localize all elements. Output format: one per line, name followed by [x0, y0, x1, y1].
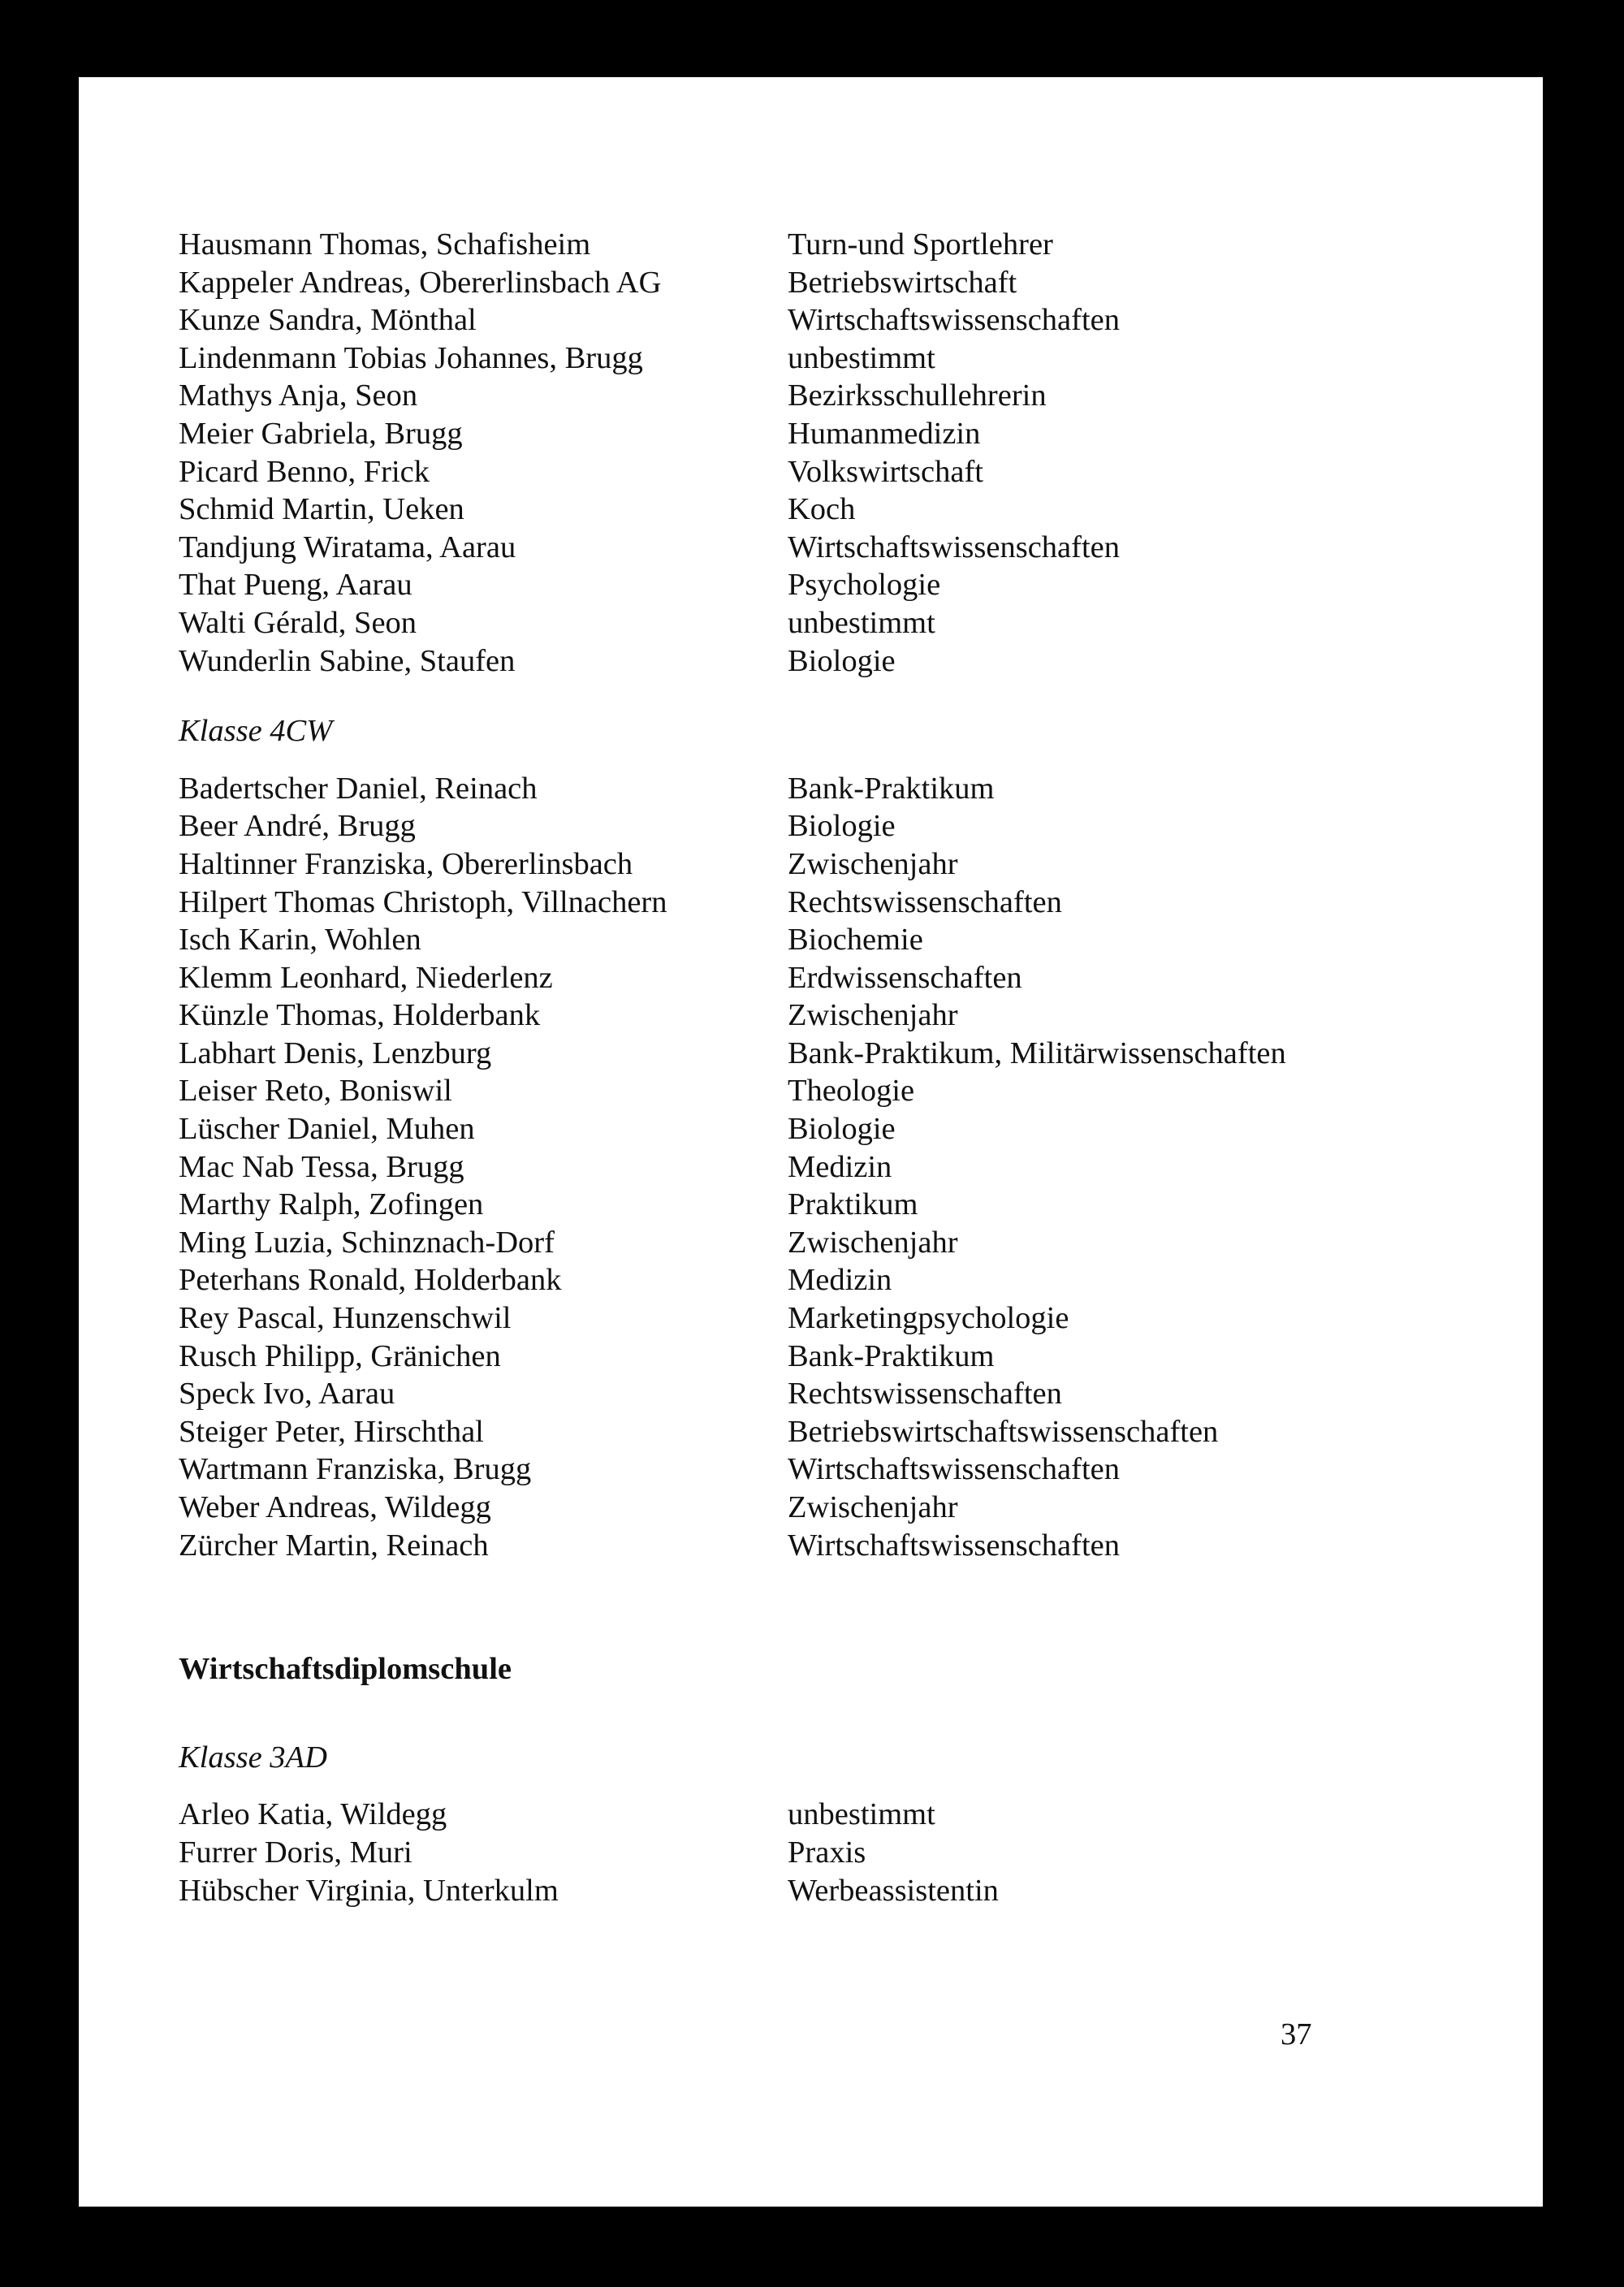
- career-choice: Rechtswissenschaften: [788, 884, 1062, 919]
- career-choice: Humanmedizin: [788, 416, 981, 451]
- list-item: [179, 1338, 1478, 1376]
- spacer: [179, 1564, 1478, 1650]
- career-choice: Marketingpsychologie: [788, 1301, 1069, 1336]
- career-choice: unbestimmt: [788, 340, 935, 375]
- student-name: Ming Luzia, Schinznach-Dorf: [179, 1225, 555, 1260]
- student-name: Haltinner Franziska, Obererlinsbach: [179, 846, 633, 881]
- career-choice: Wirtschaftswissenschaften: [788, 1528, 1120, 1563]
- student-name: Speck Ivo, Aarau: [179, 1377, 395, 1412]
- list-item: [179, 453, 1478, 491]
- student-name: Kappeler Andreas, Obererlinsbach AG: [179, 265, 662, 300]
- list-item: [179, 1796, 1478, 1834]
- career-choice: Wirtschaftswissenschaften: [788, 1452, 1120, 1487]
- student-name: Badertscher Daniel, Reinach: [179, 771, 538, 806]
- list-item: [179, 604, 1478, 642]
- list-item: [179, 921, 1478, 959]
- list-item: [179, 264, 1478, 302]
- list-item: [179, 339, 1478, 378]
- student-name: Mac Nab Tessa, Brugg: [179, 1149, 464, 1184]
- student-name: Klemm Leonhard, Niederlenz: [179, 960, 553, 995]
- career-choice: Bezirksschullehrerin: [788, 378, 1047, 413]
- class-heading-3ad: Klasse 3AD: [179, 1740, 327, 1775]
- page-number: 37: [1281, 2017, 1312, 2051]
- student-name: Wunderlin Sabine, Staufen: [179, 643, 516, 678]
- list-item: [179, 1186, 1478, 1224]
- list-item: [179, 1450, 1478, 1489]
- list-item: [179, 491, 1478, 529]
- document-page: [79, 77, 1543, 2207]
- career-choice: Biologie: [788, 809, 896, 844]
- list-item: [179, 1872, 1478, 1910]
- student-name: Walti Gérald, Seon: [179, 605, 417, 640]
- list-item: [179, 1110, 1478, 1148]
- student-name: That Pueng, Aarau: [179, 568, 412, 603]
- career-choice: Bank-Praktikum: [788, 771, 995, 806]
- student-name: Rusch Philipp, Gränichen: [179, 1338, 501, 1373]
- list-item: [179, 807, 1478, 845]
- career-choice: Volkswirtschaft: [788, 454, 983, 489]
- student-list-4cw: [179, 770, 1478, 1564]
- student-name: Rey Pascal, Hunzenschwil: [179, 1301, 512, 1336]
- list-item: [179, 1527, 1478, 1565]
- list-item: [179, 959, 1478, 997]
- student-name: Furrer Doris, Muri: [179, 1835, 412, 1870]
- career-choice: Biochemie: [788, 923, 923, 958]
- list-item: [179, 770, 1478, 808]
- career-choice: Erdwissenschaften: [788, 960, 1022, 995]
- career-choice: unbestimmt: [788, 1797, 935, 1832]
- student-name: Wartmann Franziska, Brugg: [179, 1452, 532, 1487]
- student-name: Schmid Martin, Ueken: [179, 492, 464, 527]
- career-choice: Wirtschaftswissenschaften: [788, 530, 1120, 564]
- career-choice: Werbeassistentin: [788, 1873, 999, 1908]
- student-name: Tandjung Wiratama, Aarau: [179, 530, 516, 564]
- student-name: Weber Andreas, Wildegg: [179, 1490, 491, 1524]
- list-item: [179, 415, 1478, 453]
- student-name: Kunze Sandra, Mönthal: [179, 303, 477, 338]
- list-item: [179, 566, 1478, 604]
- list-item: [179, 845, 1478, 884]
- student-list-section1: [179, 226, 1478, 680]
- spacer: [179, 1688, 1478, 1739]
- list-item: [179, 1072, 1478, 1110]
- list-item: [179, 1224, 1478, 1262]
- list-item: [179, 1261, 1478, 1299]
- career-choice: unbestimmt: [788, 605, 935, 640]
- career-choice: Zwischenjahr: [788, 1490, 958, 1524]
- student-name: Peterhans Ronald, Holderbank: [179, 1263, 562, 1298]
- list-item: [179, 1299, 1478, 1338]
- career-choice: Psychologie: [788, 568, 941, 603]
- class-heading-4cw: Klasse 4CW: [179, 714, 333, 749]
- career-choice: Rechtswissenschaften: [788, 1377, 1062, 1412]
- student-name: Zürcher Martin, Reinach: [179, 1528, 489, 1563]
- student-name: Steiger Peter, Hirschthal: [179, 1414, 484, 1449]
- career-choice: Medizin: [788, 1263, 892, 1298]
- school-heading: Wirtschaftsdiplomschule: [179, 1652, 512, 1687]
- career-choice: Zwischenjahr: [788, 998, 958, 1033]
- list-item: [179, 226, 1478, 264]
- career-choice: Bank-Praktikum: [788, 1338, 995, 1373]
- student-name: Picard Benno, Frick: [179, 454, 430, 489]
- student-name: Meier Gabriela, Brugg: [179, 416, 463, 451]
- career-choice: Turn-und Sportlehrer: [788, 227, 1053, 262]
- spacer: [179, 1776, 1478, 1796]
- student-name: Isch Karin, Wohlen: [179, 923, 421, 958]
- list-item: [179, 377, 1478, 415]
- career-choice: Praxis: [788, 1835, 866, 1870]
- career-choice: Zwischenjahr: [788, 846, 958, 881]
- list-item: [179, 1413, 1478, 1451]
- career-choice: Bank-Praktikum, Militärwissenschaften: [788, 1035, 1286, 1070]
- career-choice: Theologie: [788, 1074, 915, 1109]
- list-item: [179, 529, 1478, 567]
- list-item: [179, 642, 1478, 681]
- career-choice: Koch: [788, 492, 856, 527]
- page-content: [179, 226, 1478, 1909]
- student-name: Beer André, Brugg: [179, 809, 416, 844]
- list-item: [179, 884, 1478, 922]
- list-item: [179, 1035, 1478, 1073]
- student-name: Arleo Katia, Wildegg: [179, 1797, 447, 1832]
- career-choice: Betriebswirtschaftswissenschaften: [788, 1414, 1219, 1449]
- student-name: Hilpert Thomas Christoph, Villnachern: [179, 884, 667, 919]
- student-name: Mathys Anja, Seon: [179, 378, 418, 413]
- spacer: [179, 680, 1478, 712]
- list-item: [179, 997, 1478, 1035]
- list-item: [179, 1834, 1478, 1872]
- career-choice: Wirtschaftswissenschaften: [788, 303, 1120, 338]
- list-item: [179, 1375, 1478, 1413]
- student-name: Hausmann Thomas, Schafisheim: [179, 227, 591, 262]
- career-choice: Praktikum: [788, 1187, 918, 1222]
- student-name: Lüscher Daniel, Muhen: [179, 1112, 475, 1147]
- student-name: Hübscher Virginia, Unterkulm: [179, 1873, 559, 1908]
- career-choice: Betriebswirtschaft: [788, 265, 1017, 300]
- student-list-3ad: [179, 1796, 1478, 1909]
- career-choice: Zwischenjahr: [788, 1225, 958, 1260]
- student-name: Labhart Denis, Lenzburg: [179, 1035, 492, 1070]
- career-choice: Biologie: [788, 1112, 896, 1147]
- career-choice: Biologie: [788, 643, 896, 678]
- list-item: [179, 1148, 1478, 1187]
- student-name: Lindenmann Tobias Johannes, Brugg: [179, 340, 643, 375]
- list-item: [179, 1489, 1478, 1527]
- student-name: Künzle Thomas, Holderbank: [179, 998, 541, 1033]
- list-item: [179, 301, 1478, 339]
- career-choice: Medizin: [788, 1149, 892, 1184]
- spacer: [179, 750, 1478, 770]
- student-name: Marthy Ralph, Zofingen: [179, 1187, 484, 1222]
- student-name: Leiser Reto, Boniswil: [179, 1074, 452, 1109]
